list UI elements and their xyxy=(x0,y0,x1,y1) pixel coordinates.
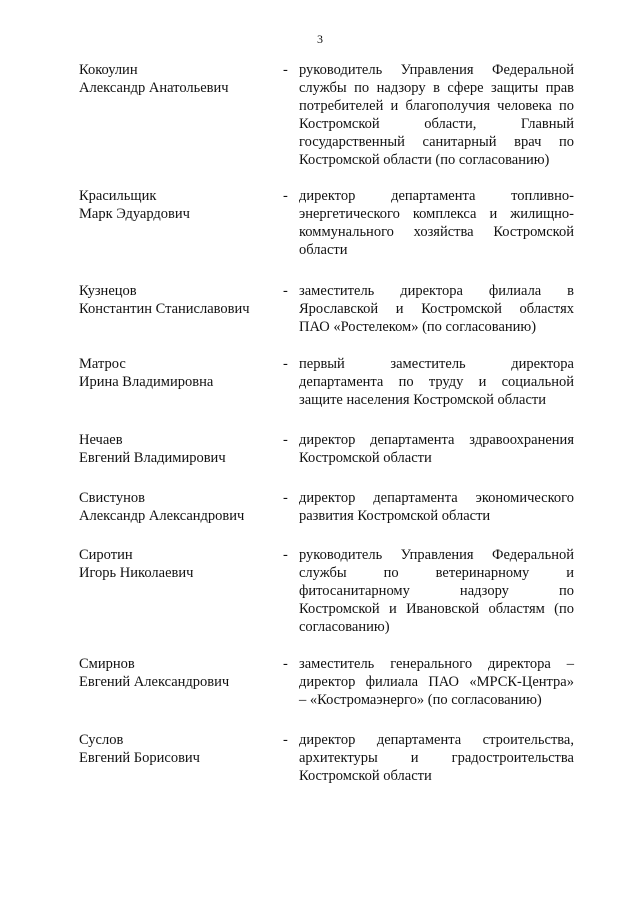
member-surname: Смирнов xyxy=(79,656,135,672)
member-name xyxy=(79,61,269,97)
member-position xyxy=(299,546,574,636)
member-name xyxy=(79,282,269,318)
page-number: 3 xyxy=(317,32,323,46)
member-position xyxy=(299,61,574,169)
member-name xyxy=(79,355,269,391)
member-name xyxy=(79,187,269,223)
position-line: области xyxy=(299,242,348,258)
position-line: Костромской и Ивановской областям (по xyxy=(299,601,574,617)
position-line: первый заместитель директора xyxy=(299,356,574,372)
member-given-names: Евгений Борисович xyxy=(79,750,200,766)
list-dash: - xyxy=(283,732,288,748)
position-line: энергетического комплекса и жилищно- xyxy=(299,206,574,222)
position-line: Костромской области (по согласованию) xyxy=(299,152,550,168)
member-position xyxy=(299,489,574,525)
position-line: службы по надзору в сфере защиты прав xyxy=(299,80,574,96)
position-line: директор департамента строительства, xyxy=(299,732,574,748)
member-name xyxy=(79,489,269,525)
position-line: директор департамента топливно- xyxy=(299,188,574,204)
member-given-names: Константин Станиславович xyxy=(79,301,250,317)
list-dash: - xyxy=(283,490,288,506)
list-dash: - xyxy=(283,283,288,299)
list-dash: - xyxy=(283,188,288,204)
position-line: Костромской области, Главный xyxy=(299,116,574,132)
member-given-names: Ирина Владимировна xyxy=(79,374,214,390)
position-line: согласованию) xyxy=(299,619,390,635)
member-name xyxy=(79,431,269,467)
member-name xyxy=(79,731,269,767)
member-surname: Сиротин xyxy=(79,547,133,563)
position-line: службы по ветеринарному и xyxy=(299,565,574,581)
position-line: директор филиала ПАО «МРСК-Центра» xyxy=(299,674,574,690)
member-position xyxy=(299,282,574,336)
position-line: Костромской области xyxy=(299,768,432,784)
member-name xyxy=(79,546,269,582)
position-line: коммунального хозяйства Костромской xyxy=(299,224,574,240)
member-surname: Кокоулин xyxy=(79,62,138,78)
position-line: – «Костромаэнерго» (по согласованию) xyxy=(299,692,542,708)
position-line: заместитель директора филиала в xyxy=(299,283,574,299)
member-position xyxy=(299,731,574,785)
member-given-names: Евгений Александрович xyxy=(79,674,230,690)
position-line: руководитель Управления Федеральной xyxy=(299,547,574,563)
member-position xyxy=(299,431,574,467)
list-dash: - xyxy=(283,356,288,372)
member-name xyxy=(79,655,269,691)
list-dash: - xyxy=(283,432,288,448)
position-line: Ярославской и Костромской областях xyxy=(299,301,574,317)
position-line: руководитель Управления Федеральной xyxy=(299,62,574,78)
list-dash: - xyxy=(283,547,288,563)
member-position xyxy=(299,187,574,259)
member-surname: Суслов xyxy=(79,732,124,748)
member-given-names: Марк Эдуардович xyxy=(79,206,190,222)
position-line: фитосанитарному надзору по xyxy=(299,583,574,599)
member-given-names: Игорь Николаевич xyxy=(79,565,194,581)
member-given-names: Александр Александрович xyxy=(79,508,245,524)
member-surname: Красильщик xyxy=(79,188,157,204)
member-surname: Свистунов xyxy=(79,490,145,506)
position-line: департамента по труду и социальной xyxy=(299,374,574,390)
position-line: Костромской области xyxy=(299,450,432,466)
member-given-names: Евгений Владимирович xyxy=(79,450,226,466)
list-dash: - xyxy=(283,656,288,672)
position-line: директор департамента экономического xyxy=(299,490,574,506)
member-position xyxy=(299,355,574,409)
position-line: государственный санитарный врач по xyxy=(299,134,574,150)
member-surname: Нечаев xyxy=(79,432,123,448)
position-line: развития Костромской области xyxy=(299,508,491,524)
position-line: защите населения Костромской области xyxy=(299,392,546,408)
position-line: потребителей и благополучия человека по xyxy=(299,98,574,114)
member-position xyxy=(299,655,574,709)
position-line: ПАО «Ростелеком» (по согласованию) xyxy=(299,319,537,335)
position-line: директор департамента здравоохранения xyxy=(299,432,574,448)
member-given-names: Александр Анатольевич xyxy=(79,80,229,96)
member-surname: Матрос xyxy=(79,356,126,372)
position-line: архитектуры и градостроительства xyxy=(299,750,574,766)
member-surname: Кузнецов xyxy=(79,283,137,299)
position-line: заместитель генерального директора – xyxy=(299,656,574,672)
list-dash: - xyxy=(283,62,288,78)
